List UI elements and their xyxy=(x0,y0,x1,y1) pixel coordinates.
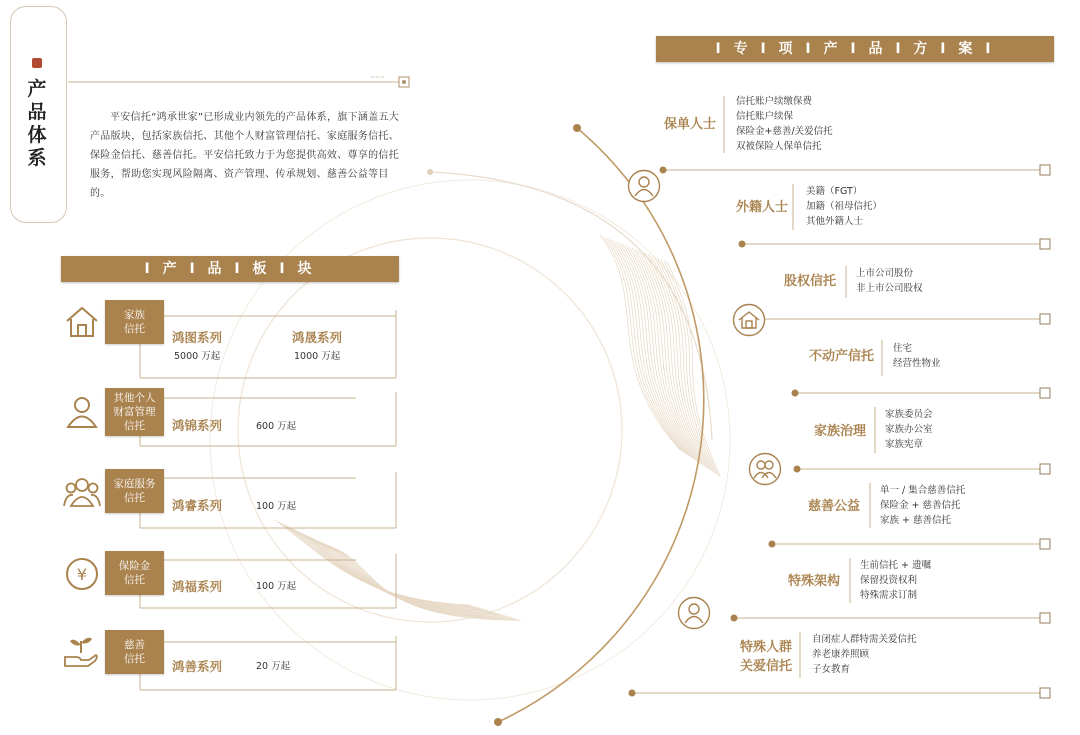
series-amount: 600 万起 xyxy=(256,421,297,432)
category-label: 慈善公益 xyxy=(807,499,860,514)
item: 家族办公室 xyxy=(885,424,933,435)
category-items xyxy=(893,341,941,371)
main-arc xyxy=(498,128,704,722)
series-amount: 5000 万起 xyxy=(174,351,221,362)
item: 保险金+慈善/关爱信托 xyxy=(736,126,833,137)
series-amount: 100 万起 xyxy=(256,581,297,592)
item: 保留投资权利 xyxy=(860,575,918,586)
series-name: 鸿锦系列 xyxy=(172,418,223,433)
series-name: 鸿晟系列 xyxy=(292,330,343,345)
item: 家族委员会 xyxy=(885,409,933,420)
series-name: 鸿图系列 xyxy=(172,330,223,345)
category-label: 特殊架构 xyxy=(787,574,840,589)
category-items xyxy=(812,632,917,677)
series-amount: 100 万起 xyxy=(256,501,297,512)
intro-paragraph: 平安信托“鸿承世家”已形成业内领先的产品体系，旗下涵盖五大产品版块，包括家族信托、其他个人财富管理信托、家庭服务信托、保险金信托、慈善信托。平安信托致力于为您提供高效、尊享的信托服务，帮助您实现风险隔离、资产管理、传承规划、慈善公益等目的。 xyxy=(90,112,400,199)
category-label: 不动产信托 xyxy=(808,349,874,364)
yen-coin-icon xyxy=(64,556,100,592)
category-label: 外籍人士 xyxy=(735,200,788,215)
family-icon xyxy=(63,474,99,510)
plant-hand-icon xyxy=(62,633,98,669)
category-items xyxy=(736,94,833,154)
item: 加籍（祖母信托） xyxy=(806,201,883,212)
category-items xyxy=(806,184,882,229)
tag-charity-trust: 慈善 信托 xyxy=(105,630,164,674)
series-name: 鸿福系列 xyxy=(172,579,223,594)
category-label: 股权信托 xyxy=(783,274,836,289)
tag-wealth-trust: 其他个人 财富管理 信托 xyxy=(105,388,164,436)
item: 信托账户续保 xyxy=(736,111,794,122)
house-icon xyxy=(64,304,100,340)
category-items xyxy=(880,483,965,528)
item: 上市公司股份 xyxy=(856,268,914,279)
item: 经营性物业 xyxy=(893,358,941,369)
item: 其他外籍人士 xyxy=(806,216,864,227)
special-solutions-banner: I 专 I 项 I 产 I 品 I 方 I 案 I xyxy=(656,36,1054,62)
series-amount: 20 万起 xyxy=(256,661,291,672)
item: 住宅 xyxy=(893,343,913,354)
item: 美籍（FGT） xyxy=(806,186,863,197)
series-name: 鸿善系列 xyxy=(172,659,223,674)
category-label: 家族治理 xyxy=(813,424,866,439)
item: 家族宪章 xyxy=(885,439,924,450)
item: 信托账户续缴保费 xyxy=(736,96,813,107)
item: 养老康养照顾 xyxy=(812,649,870,660)
item: 非上市公司股权 xyxy=(856,283,923,294)
faint-arc xyxy=(430,172,712,440)
person-icon xyxy=(64,394,100,430)
item: 特殊需求订制 xyxy=(860,590,918,601)
category-label: 特殊人群 关爱信托 xyxy=(739,640,792,674)
product-sectors-banner: I 产 I 品 I 板 I 块 xyxy=(61,256,399,282)
item: 生前信托 + 遗嘱 xyxy=(860,560,931,571)
tag-family-trust: 家族 信托 xyxy=(105,300,164,344)
category-items xyxy=(860,558,931,603)
svg-text:~~~: ~~~ xyxy=(370,74,386,81)
item: 家族 + 慈善信托 xyxy=(880,515,951,526)
svg-text:¥: ¥ xyxy=(76,565,88,584)
item: 双被保险人保单信托 xyxy=(736,141,822,152)
series-amount: 1000 万起 xyxy=(294,351,341,362)
wave-pattern xyxy=(275,235,720,620)
group-circle-icon xyxy=(748,452,782,486)
tag-household-trust: 家庭服务 信托 xyxy=(105,469,164,513)
user-circle-icon xyxy=(677,596,711,630)
item: 保险金 + 慈善信托 xyxy=(880,500,961,511)
side-title: 产品体系 xyxy=(27,78,47,169)
tag-insurance-trust: 保险金 信托 xyxy=(105,551,164,595)
category-items xyxy=(885,407,933,452)
series-name: 鸿睿系列 xyxy=(172,498,223,513)
category-items xyxy=(856,266,923,296)
person-circle-icon xyxy=(627,169,661,203)
house-circle-icon xyxy=(732,303,766,337)
item: 自闭症人群特需关爱信托 xyxy=(812,634,917,645)
item: 子女教育 xyxy=(812,664,851,675)
category-label: 保单人士 xyxy=(663,117,716,132)
seal-icon xyxy=(32,58,42,68)
item: 单一 / 集合慈善信托 xyxy=(880,485,966,496)
